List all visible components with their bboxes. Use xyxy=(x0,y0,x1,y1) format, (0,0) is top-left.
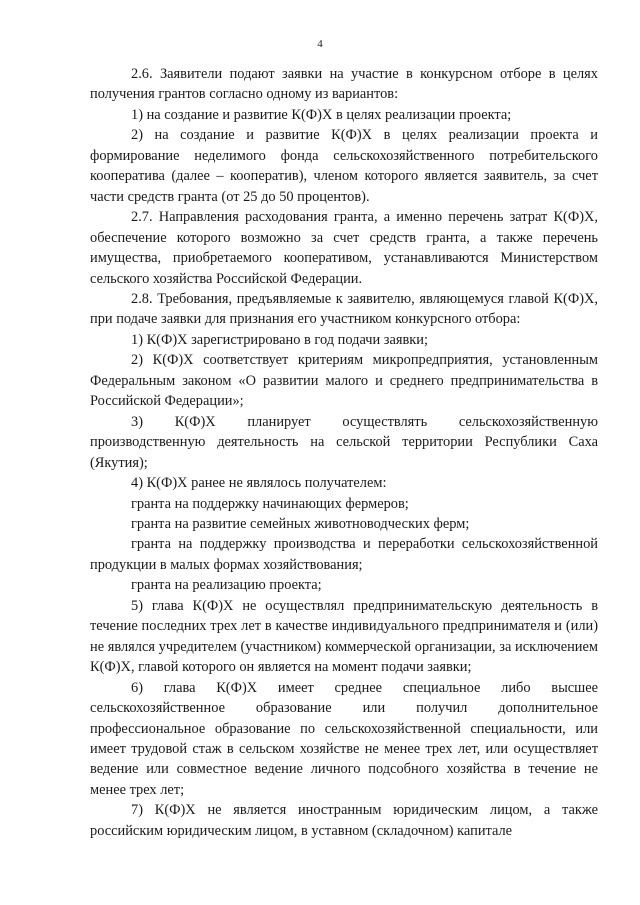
grant-item-3: гранта на поддержку производства и переработки сельскохозяйственной продукции в малых формах хозяйствования; xyxy=(90,536,598,573)
requirement-4: 4) К(Ф)Х ранее не являлось получателем: xyxy=(131,475,387,492)
requirement-1: 1) К(Ф)Х зарегистрировано в год подачи заявки; xyxy=(131,331,428,348)
requirement-7: 7) К(Ф)Х не является иностранным юридическим лицом, а также российским юридическим лицом, в уставном (складочном) капитале xyxy=(90,802,598,839)
requirement-3: 3) К(Ф)Х планирует осуществлять сельскохозяйственную производственную деятельность на сельской территории Республики Саха (Якутия); xyxy=(90,413,598,471)
grant-item-4: гранта на реализацию проекта; xyxy=(131,577,322,594)
paragraph-2-7: 2.7. Направления расходования гранта, а именно перечень затрат К(Ф)Х, обеспечение которого возможно за счет средств гранта, а также перечень имущества, приобретаемого кооперативом, устанавливаются Министерством сельского хозяйства Российской Федерации. xyxy=(90,209,598,287)
paragraph-2-6-option-2: 2) на создание и развитие К(Ф)Х в целях реализации проекта и формирование неделимого фонда сельскохозяйственного потребительского кооператива (далее – кооператив), членом которого является заявитель, за счет части средств гранта (от 25 до 50 процентов). xyxy=(90,127,598,205)
page-number: 4 xyxy=(317,38,323,50)
paragraph-2-8: 2.8. Требования, предъявляемые к заявителю, являющемуся главой К(Ф)Х, при подаче заявки для признания его участником конкурсного отбора: xyxy=(90,290,598,328)
requirement-2: 2) К(Ф)Х соответствует критериям микропредприятия, установленным Федеральным законом «О развитии малого и среднего предпринимательства в Российской Федерации»; xyxy=(90,352,598,410)
document-body xyxy=(90,64,598,841)
paragraph-2-6-option-1: 1) на создание и развитие К(Ф)Х в целях реализации проекта; xyxy=(131,106,512,123)
grant-item-1: гранта на поддержку начинающих фермеров; xyxy=(131,495,409,512)
requirement-6: 6) глава К(Ф)Х имеет среднее специальное либо высшее сельскохозяйственное образование или получил дополнительное профессиональное образование по сельскохозяйственной специальности, или имеет трудовой стаж в сельском хозяйстве не менее трех лет, или осуществляет ведение или совместное ведение личного подсобного хозяйства в течение не менее трех лет; xyxy=(90,679,598,798)
requirement-5: 5) глава К(Ф)Х не осуществлял предпринимательскую деятельность в течение последних трех лет в качестве индивидуального предпринимателя и (или) не являлся учредителем (участником) коммерческой организации, за исключением К(Ф)Х, главой которого он является на момент подачи заявки; xyxy=(90,597,598,676)
grant-item-2: гранта на развитие семейных животноводческих ферм; xyxy=(131,515,470,532)
paragraph-2-6: 2.6. Заявители подают заявки на участие в конкурсном отборе в целях получения грантов согласно одному из вариантов: xyxy=(90,66,598,103)
